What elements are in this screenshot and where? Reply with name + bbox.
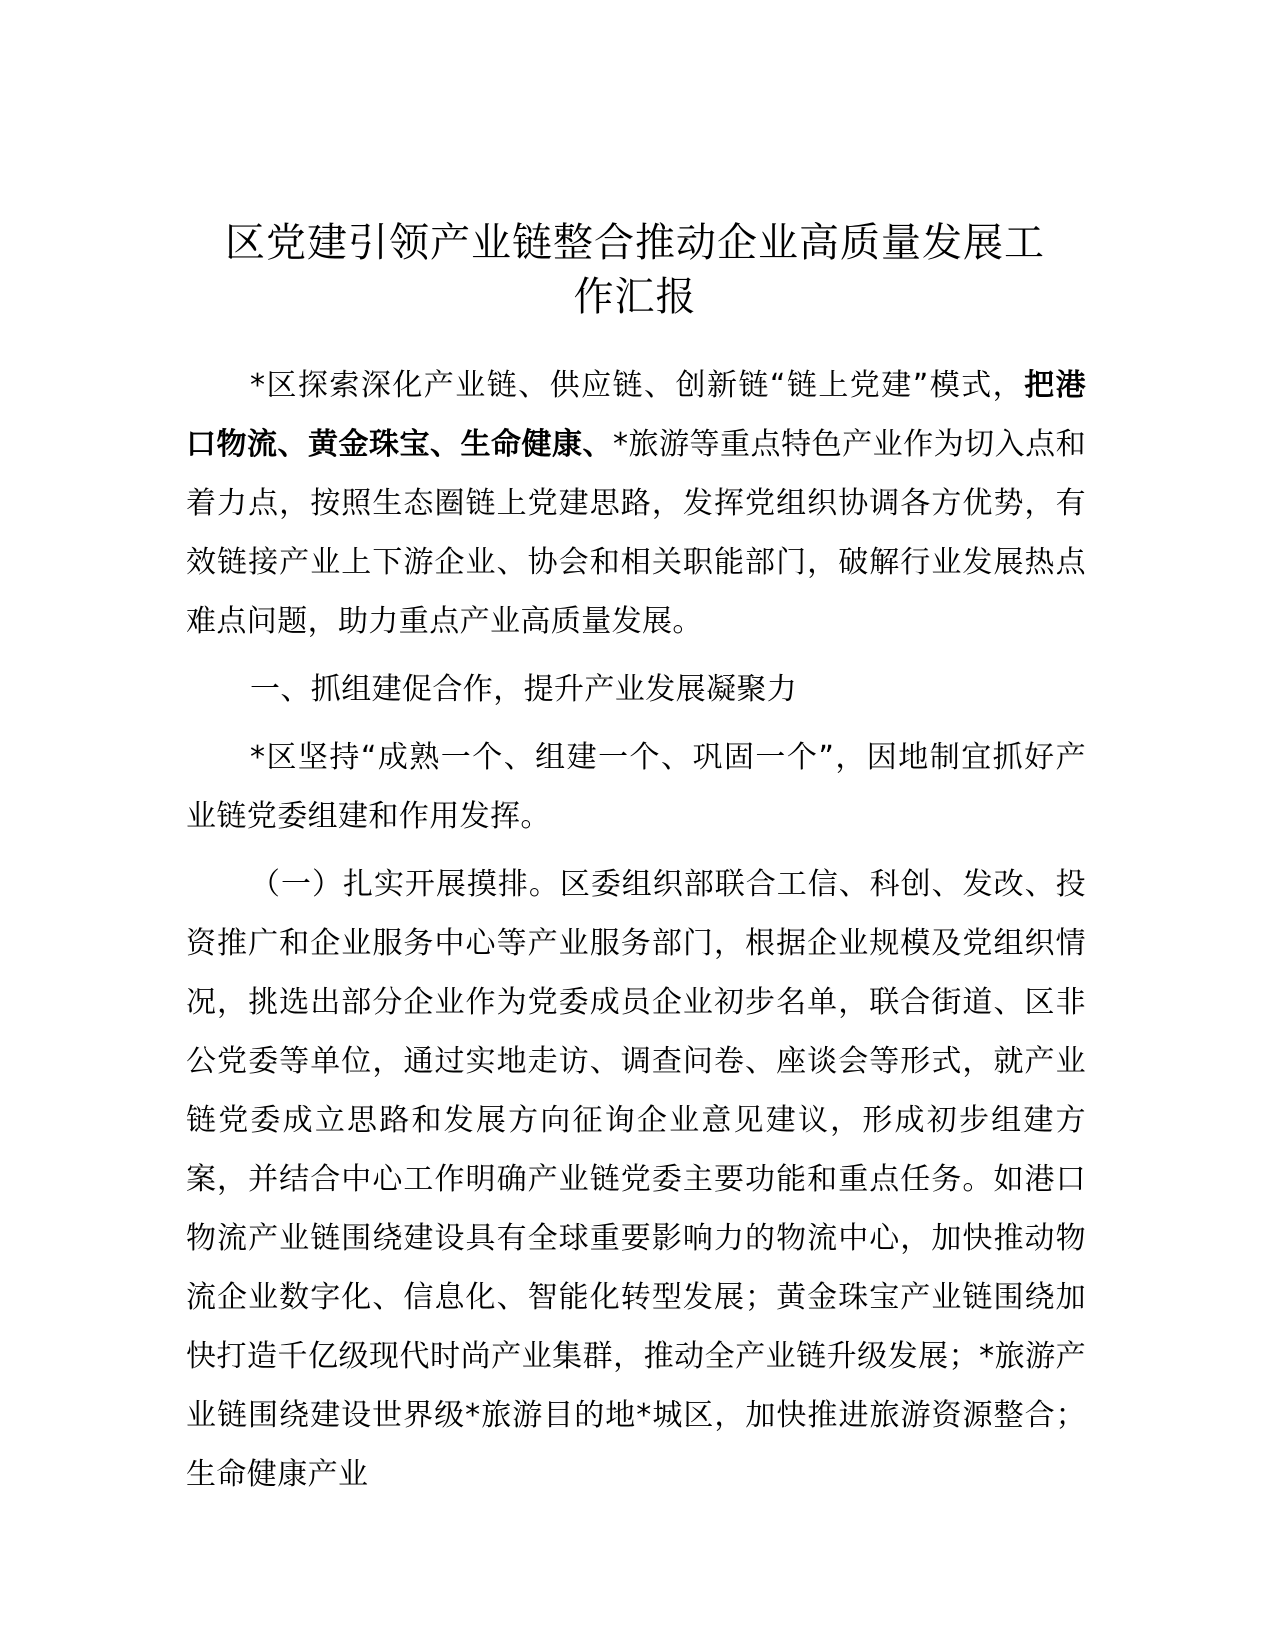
intro-rest: *旅游等重点特色产业作为切入点和着力点，按照生态圈链上党建思路，发挥党组织协调各方优势，有效链接产业上下游企业、协会和相关职能部门，破解行业发展热点难点问题，助力重点产业高质量发展。 [186,427,1086,639]
section-1-intro: *区坚持“成熟一个、组建一个、巩固一个”，因地制宜抓好产业链党委组建和作用发挥。 [186,740,1086,834]
subsection-1-paragraph: （一）扎实开展摸排。区委组织部联合工信、科创、发改、投资推广和企业服务中心等产业服务部门，根据企业规模及党组织情况，挑选出部分企业作为党委成员企业初步名单，联合街道、区非公党委等单位，通过实地走访、调查问卷、座谈会等形式，就产业链党委成立思路和发展方向征询企业意见建议，形成初步组建方案，并结合中心工作明确产业链党委主要功能和重点任务。如港口物流产业链围绕建设具有全球重要影响力的物流中心，加快推动物流企业数字化、信息化、智能化转型发展；黄金珠宝产业链围绕加快打造千亿级现代时尚产业集群，推动全产业链升级发展；*旅游产业链围绕建设世界级*旅游目的地*城区，加快推进旅游资源整合；生命健康产业 [186,867,1086,1492]
title-line-2: 作汇报 [573,274,697,320]
document-body [186,356,1086,1513]
document-title [180,216,1090,324]
intro-paragraph [186,356,1086,651]
intro-bold-text: 把港口物流、黄金珠宝、生命健康、 [186,368,1086,462]
title-line-1: 区党建引领产业链整合推动企业高质量发展工 [225,220,1045,266]
intro-prefix: *区探索深化产业链、供应链、创新链“链上党建”模式， [250,368,1025,403]
section-heading-1: 一、抓组建促合作，提升产业发展凝聚力 [250,672,798,707]
